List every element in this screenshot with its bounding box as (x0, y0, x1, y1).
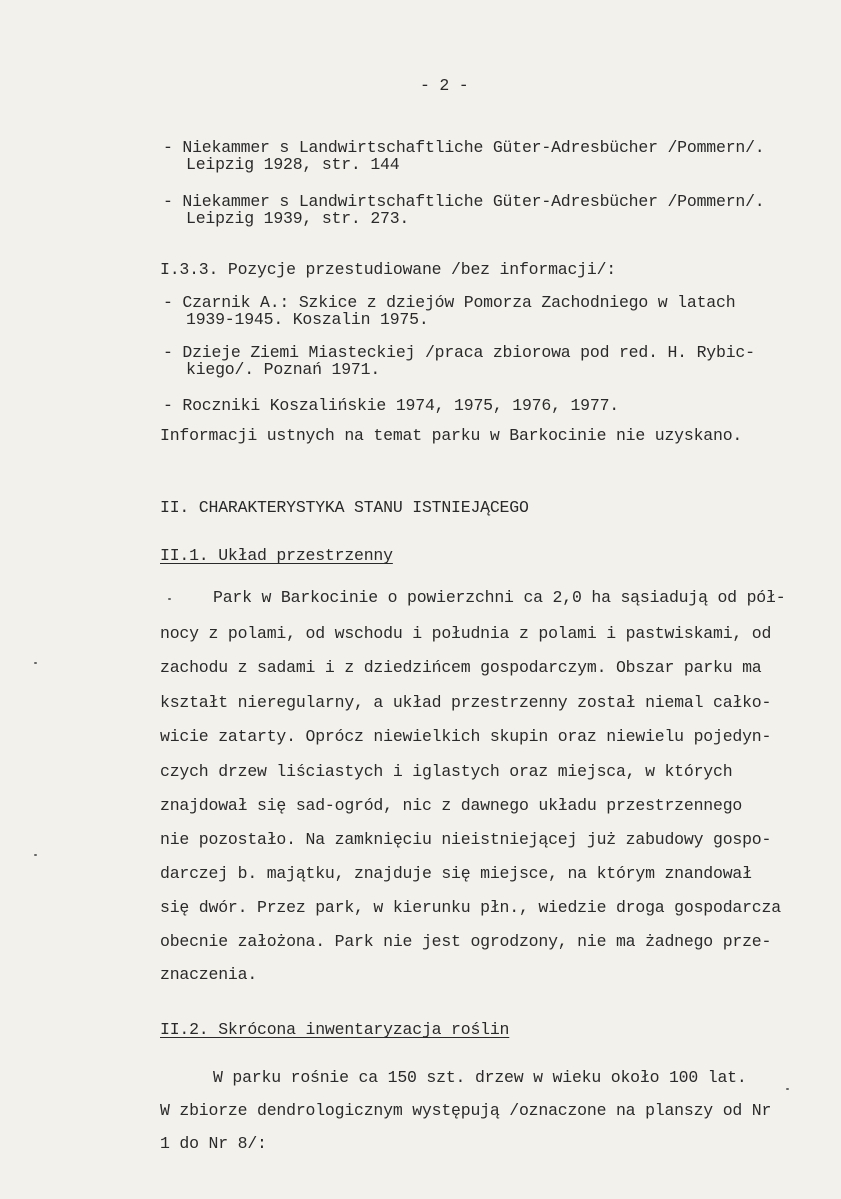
spatial-paragraph-line-10: się dwór. Przez park, w kierunku płn., wiedzie droga gospodarcza (160, 898, 781, 917)
inventory-paragraph-line-3: 1 do Nr 8/: (160, 1134, 267, 1153)
paper-speck (34, 662, 37, 664)
source-entry-2-line-2: Leipzig 1939, str. 273. (186, 209, 410, 228)
section-heading: I.3.3. Pozycje przestudiowane /bez informacji/: (160, 260, 616, 279)
spatial-paragraph-line-1: Park w Barkocinie o powierzchni ca 2,0 ha sąsiadują od pół- (213, 588, 786, 607)
studied-item-2-line-2: kiego/. Poznań 1971. (186, 360, 381, 379)
spatial-paragraph-line-11: obecnie założona. Park nie jest ogrodzony, nie ma żadnego prze- (160, 932, 772, 951)
source-entry-1-line-2: Leipzig 1928, str. 144 (186, 155, 400, 174)
oral-info-note: Informacji ustnych na temat parku w Barkocinie nie uzyskano. (160, 426, 743, 445)
studied-item-2-line-1: - Dzieje Ziemi Miasteckiej /praca zbiorowa pod red. H. Rybic- (163, 343, 755, 362)
spatial-paragraph-line-5: wicie zatarty. Oprócz niewielkich skupin oraz niewielu pojedyn- (160, 727, 772, 746)
spatial-paragraph-line-8: nie pozostało. Na zamknięciu nieistniejącej już zabudowy gospo- (160, 830, 772, 849)
paper-speck (168, 598, 171, 600)
paper-speck (786, 1088, 789, 1090)
studied-item-1-line-2: 1939-1945. Koszalin 1975. (186, 310, 429, 329)
source-entry-1-line-1: - Niekammer s Landwirtschaftliche Güter-Adresbücher /Pommern/. (163, 138, 765, 157)
spatial-paragraph-line-7: znajdował się sad-ogród, nic z dawnego układu przestrzennego (160, 796, 743, 815)
spatial-paragraph-line-9: darczej b. majątku, znajduje się miejsce, na którym znandował (160, 864, 752, 883)
spatial-paragraph-line-2: nocy z polami, od wschodu i południa z polami i pastwiskami, od (160, 624, 772, 643)
spatial-paragraph-line-4: kształt nieregularny, a układ przestrzenny został niemal całko- (160, 693, 772, 712)
spatial-paragraph-line-3: zachodu z sadami i z dziedzińcem gospodarczym. Obszar parku ma (160, 658, 762, 677)
subsection-heading-spatial-layout: II.1. Układ przestrzenny (160, 546, 393, 565)
inventory-paragraph-line-2: W zbiorze dendrologicznym występują /oznaczone na planszy od Nr (160, 1101, 772, 1120)
page-number: - 2 - (420, 76, 469, 95)
subsection-heading-plant-inventory: II.2. Skrócona inwentaryzacja roślin (160, 1020, 510, 1039)
chapter-heading: II. CHARAKTERYSTYKA STANU ISTNIEJĄCEGO (160, 498, 529, 517)
paper-speck (34, 854, 37, 856)
studied-item-1-line-1: - Czarnik A.: Szkice z dziejów Pomorza Zachodniego w latach (163, 293, 736, 312)
inventory-paragraph-line-1: W parku rośnie ca 150 szt. drzew w wieku około 100 lat. (213, 1068, 747, 1087)
source-entry-2-line-1: - Niekammer s Landwirtschaftliche Güter-Adresbücher /Pommern/. (163, 192, 765, 211)
studied-item-3-line-1: - Roczniki Koszalińskie 1974, 1975, 1976, 1977. (163, 396, 619, 415)
spatial-paragraph-line-6: czych drzew liściastych i iglastych oraz miejsca, w których (160, 762, 733, 781)
spatial-paragraph-line-12: znaczenia. (160, 965, 258, 984)
